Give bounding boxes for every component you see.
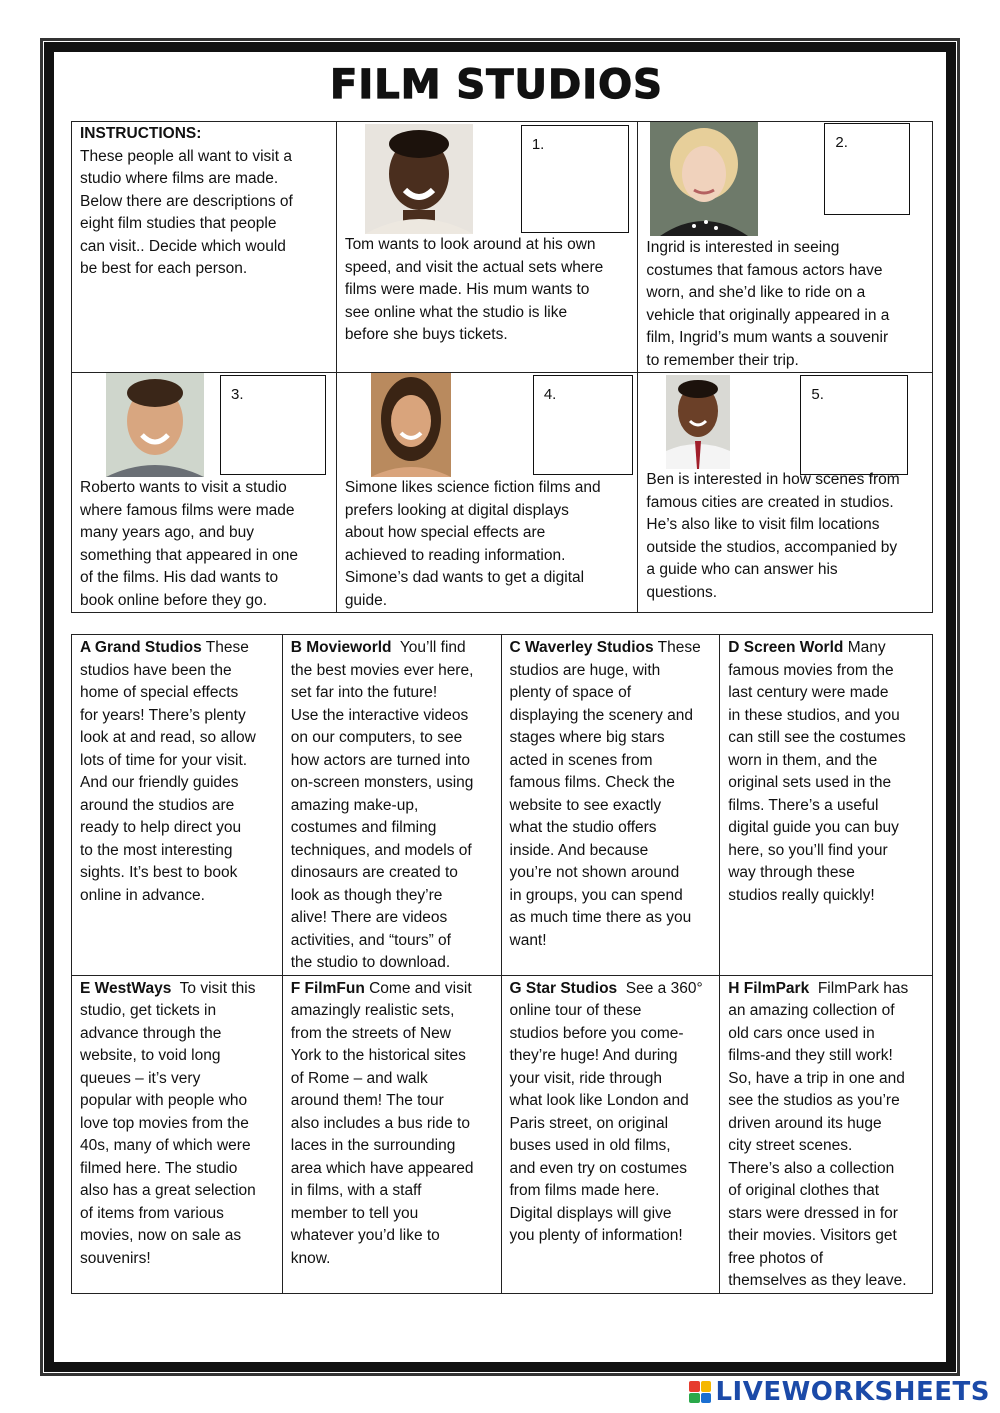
studio-b: B Movieworld You’ll find the best movies ever here, set far into the future! Use the interactive videos on our computers, to see how actors are turned into on-screen monsters, using amazing make-up, costumes and filming techniques, and models of dinosaurs are created to look as though they’re alive! There are videos activities, and “tours” of the studio to download.	[282, 635, 501, 976]
instructions-text: These people all want to visit a studio where films are made. Below there are descriptions of eight film studies that people can visit.. Decide which would be best for each person.	[80, 147, 293, 277]
liveworksheets-brand: LIVEWORKSHEETS	[715, 1377, 990, 1407]
studio-h: H FilmPark FilmPark has an amazing collection of old cars once used in films-and they still work! So, have a trip in one and see the studios as you’re driven around its huge city street scenes. There’s also a collection of original clothes that stars were dressed in for their movies. Visitors get free photos of themselves as they leave.	[720, 975, 933, 1293]
answer-box-1[interactable]: 1.	[521, 125, 629, 233]
studio-a-name: A Grand Studios	[80, 639, 202, 656]
answer-box-2[interactable]: 2.	[824, 123, 910, 215]
simone-photo	[371, 373, 451, 477]
answer-box-5[interactable]: 5.	[800, 375, 908, 475]
studio-h-name: H FilmPark	[728, 979, 810, 997]
studio-b-name: B Movieworld	[290, 639, 392, 656]
studio-c: C Waverley Studios These studios are huge, with plenty of space of displaying the scenery and stages where big stars acted in scenes from famous films. Check the website to see exactly what the studio offers inside. And because you’re not shown around in groups, you can spend as much time there as you want!	[501, 635, 720, 976]
studio-d-name: D Screen World	[728, 639, 844, 656]
answer-box-3[interactable]: 3.	[220, 375, 326, 475]
person-cell-roberto	[72, 373, 337, 613]
studio-e-name: E WestWays	[80, 979, 172, 997]
studio-c-name: C Waverley Studios	[509, 639, 654, 656]
studio-e: E WestWays To visit this studio, get tickets in advance through the website, to void long queues – it’s very popular with people who love top movies from the 40s, many of which were filmed here. The studio also has a great selection of items from various movies, now on sale as souvenirs!	[72, 975, 283, 1293]
studio-g-name: G Star Studios	[509, 979, 618, 997]
studio-g: G Star Studios See a 360° online tour of these studios before you come- they’re huge! And during your visit, ride through what look like London and Paris street, on original buses used in old films, and even try on costumes from films made here. Digital displays will give you plenty of information!	[501, 975, 720, 1293]
simone-description: Simone likes science fiction films and prefers looking at digital displays about how special effects are achieved to reading information. Simone’s dad wants to get a digital guide.	[344, 479, 601, 609]
liveworksheets-logo[interactable]	[689, 1377, 990, 1407]
roberto-description: Roberto wants to visit a studio where famous films were made many years ago, and buy something that appeared in one of the films. His dad wants to book online before they go.	[80, 479, 299, 609]
person-cell-ben	[638, 373, 933, 613]
ingrid-photo	[650, 122, 758, 236]
instructions-heading: INSTRUCTIONS:	[80, 125, 202, 142]
studio-f: F FilmFun Come and visit amazingly realistic sets, from the streets of New York to the historical sites of Rome – and walk around them! The tour also includes a bus ride to laces in the surrounding area which have appeared in films, with a staff member to tell you whatever you’d like to know.	[282, 975, 501, 1293]
studio-f-name: F FilmFun	[290, 979, 365, 997]
person-cell-tom	[336, 122, 638, 373]
ben-description: Ben is interested in how scenes from famous cities are created in studios. He’s also like to visit film locations outside the studios, accompanied by a guide who can answer his questions.	[646, 471, 900, 601]
instructions-cell	[72, 122, 337, 373]
page-title: FILM STUDIOS	[330, 62, 663, 108]
studio-d: D Screen World Many famous movies from the last century were made in these studios, and you can still see the costumes worn in them, and the original sets used in the films. There’s a useful digital guide you can buy here, so you’ll find your way through these studios really quickly!	[720, 635, 933, 976]
ben-photo	[666, 375, 730, 469]
studio-a: A Grand Studios These studios have been the home of special effects for years! There’s plenty look at and read, so allow lots of time for your visit. And our friendly guides around the studios are ready to help direct you to the most interesting sights. It’s best to book online in advance.	[72, 635, 283, 976]
ingrid-description: Ingrid is interested in seeing costumes that famous actors have worn, and she’d like to ride on a vehicle that originally appeared in a film, Ingrid’s mum wants a souvenir to remember their trip.	[646, 239, 890, 369]
people-table	[71, 121, 933, 613]
liveworksheets-icon	[689, 1381, 711, 1403]
person-cell-ingrid	[638, 122, 933, 373]
answer-box-4[interactable]: 4.	[533, 375, 633, 475]
tom-description: Tom wants to look around at his own speed, and visit the actual sets where films were made. His mum wants to see online what the studio is like before she buys tickets.	[344, 236, 604, 343]
roberto-photo	[106, 373, 204, 477]
tom-photo	[365, 124, 473, 234]
studios-table	[71, 634, 933, 1294]
person-cell-simone	[336, 373, 638, 613]
